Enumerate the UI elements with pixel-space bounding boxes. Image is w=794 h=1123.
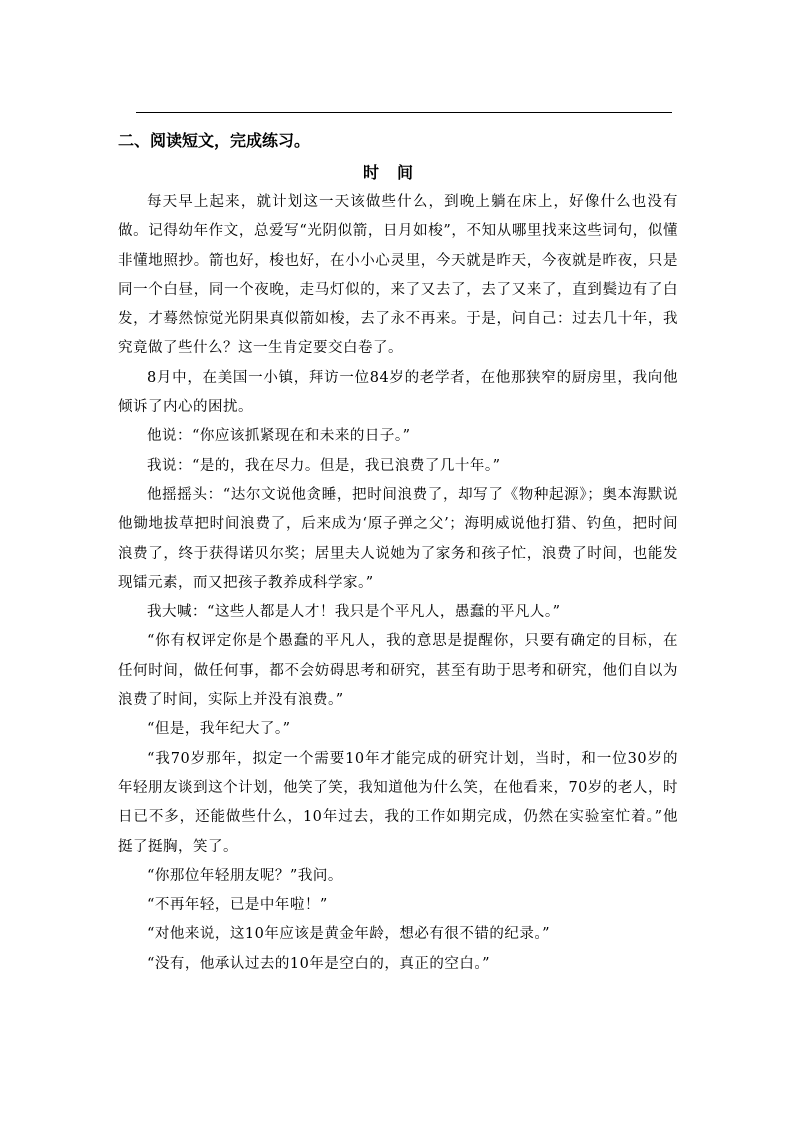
paragraph: 我大喊：“这些人都是人才！我只是个平凡人，愚蠢的平凡人。” (147, 604, 561, 621)
paragraph: 每天早上起来，就计划这一天该做些什么，到晚上躺在床上，好像什么也没有做。记得幼年作文，总爱写“光阴似箭，日月如梭”，不知从哪里找来这些词句，似懂非懂地照抄。箭也好，梭也好，在小小心灵里，今天就是昨天，今夜就是昨夜，只是同一个白昼，同一个夜晚，走马灯似的，来了又去了，去了又来了，直到鬓边有了白发，才蓦然惊觉光阴果真似箭如梭，去了永不再来。于是，问自己：过去几十年，我究竟做了些什么？这一生肯定要交白卷了。 (118, 194, 678, 357)
paragraph: “不再年轻，已是中年啦！” (147, 897, 328, 914)
article-title: 时间 (362, 163, 431, 182)
paragraph: “对他来说，这10年应该是黄金年龄，想必有很不错的纪录。” (147, 926, 551, 943)
paragraph: “你有权评定你是个愚蠢的平凡人，我的意思是提醒你，只要有确定的目标，在任何时间，做任何事，都不会妨碍思考和研究，甚至有助于思考和研究，他们自以为浪费了时间，实际上并没有浪费。” (118, 633, 678, 709)
paragraph: “我70岁那年，拟定一个需要10年才能完成的研究计划，当时，和一位30岁的年轻朋友谈到这个计划，他笑了笑，我知道他为什么笑，在他看来，70岁的老人，时日已不多，还能做些什么，10年过去，我的工作如期完成，仍然在实验室忙着。”他挺了挺胸，笑了。 (118, 750, 678, 855)
paragraph: “但是，我年纪大了。” (147, 721, 291, 738)
paragraph: 我说：“是的，我在尽力。但是，我已浪费了几十年。” (147, 457, 501, 474)
paragraph: 他说：“你应该抓紧现在和未来的日子。” (147, 428, 411, 445)
section-title: 二、阅读短文，完成练习。 (118, 131, 311, 150)
paragraph: 8月中，在美国一小镇，拜访一位84岁的老学者，在他那狭窄的厨房里，我向他倾诉了内心的困扰。 (118, 369, 678, 416)
paragraph: “你那位年轻朋友呢？”我问。 (147, 867, 343, 884)
article-body (118, 188, 678, 979)
paragraph: 他摇摇头：“达尔文说他贪睡，把时间浪费了，却写了《物种起源》；奥本海默说他锄地拔草把时间浪费了，后来成为‘原子弹之父’；海明威说他打猎、钓鱼，把时间浪费了，终于获得诺贝尔奖；居里夫人说她为了家务和孩子忙，浪费了时间，也能发现镭元素，而又把孩子教养成科学家。” (118, 486, 678, 591)
header-rule (136, 112, 672, 113)
paragraph: “没有，他承认过去的10年是空白的，真正的空白。” (147, 955, 491, 972)
